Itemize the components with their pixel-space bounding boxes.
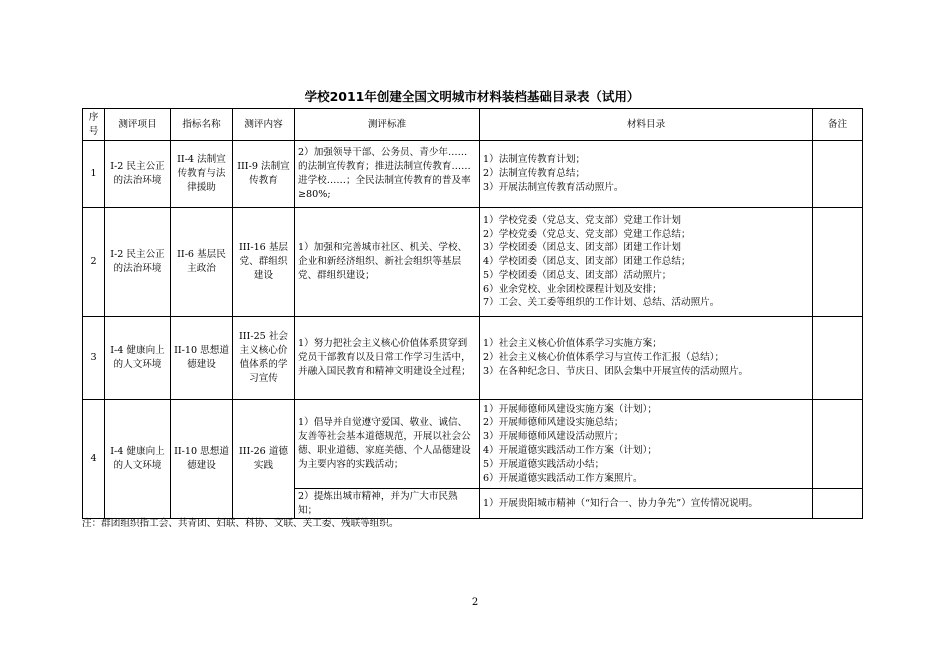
material-line: 1）开展贵阳城市精神（“知行合一、协力争先”）宣传情况说明。 bbox=[483, 497, 758, 509]
row-remarks bbox=[813, 489, 863, 519]
material-line: 2）学校党委（党总支、党支部）党建工作总结； bbox=[483, 228, 691, 240]
materials-catalog-table bbox=[82, 108, 863, 519]
row-seq: 4 bbox=[83, 400, 105, 519]
material-line: 3）在各种纪念日、节庆日、团队会集中开展宣传的活动照片。 bbox=[483, 365, 749, 377]
material-line: 5）学校团委（团总支、团支部）活动照片； bbox=[483, 269, 672, 281]
row-standard: 2）加强领导干部、公务员、青少年……的法制宣传教育；推进法制宣传教育……进学校……；全民法制宣传教育的普及率≥80%; bbox=[295, 141, 480, 208]
page-number: 2 bbox=[471, 597, 479, 608]
row-indicator: II-10 思想道德建设 bbox=[171, 317, 233, 400]
row-materials bbox=[480, 489, 813, 519]
row-item: I-4 健康向上的人文环境 bbox=[105, 400, 171, 519]
row-seq: 3 bbox=[83, 317, 105, 400]
row-remarks bbox=[813, 400, 863, 489]
row-seq: 2 bbox=[83, 208, 105, 317]
row-seq: 1 bbox=[83, 141, 105, 208]
material-line: 2）法制宣传教育总结； bbox=[483, 168, 586, 180]
header-indicator: 指标名称 bbox=[171, 109, 233, 141]
header-standard: 测评标准 bbox=[295, 109, 480, 141]
row-remarks bbox=[813, 317, 863, 400]
material-line: 4）学校团委（团总支、团支部）团建工作总结； bbox=[483, 256, 691, 268]
material-line: 6）开展道德实践活动工作方案照片。 bbox=[483, 472, 643, 484]
material-line: 5）开展道德实践活动小结； bbox=[483, 458, 605, 470]
row-remarks bbox=[813, 141, 863, 208]
row-standard: 1）努力把社会主义核心价值体系贯穿到党员干部教育以及日常工作学习生活中，并融入国民教育和精神文明建设全过程； bbox=[295, 317, 480, 400]
table-row bbox=[83, 141, 863, 208]
row-item: I-2 民主公正的法治环境 bbox=[105, 208, 171, 317]
row-content: III-26 道德实践 bbox=[233, 400, 295, 519]
header-materials: 材料目录 bbox=[480, 109, 813, 141]
row-materials bbox=[480, 400, 813, 489]
material-line: 1）社会主义核心价值体系学习实施方案； bbox=[483, 338, 662, 350]
table-row bbox=[83, 317, 863, 400]
material-line: 7）工会、关工委等组织的工作计划、总结、活动照片。 bbox=[483, 297, 720, 309]
row-materials bbox=[480, 141, 813, 208]
row-standard: 1）倡导并自觉遵守爱国、敬业、诚信、友善等社会基本道德规范，开展以社会公德、职业道德、家庭美德、个人品德建设为主要内容的实践活动； bbox=[295, 400, 480, 489]
row-indicator: II-4 法制宣传教育与法律援助 bbox=[171, 141, 233, 208]
material-line: 3）开展法制宣传教育活动照片。 bbox=[483, 181, 624, 193]
row-remarks bbox=[813, 208, 863, 317]
row-content: III-25 社会主义核心价值体系的学习宣传 bbox=[233, 317, 295, 400]
material-line: 4）开展道德实践活动工作方案（计划）； bbox=[483, 445, 657, 456]
header-seq: 序号 bbox=[83, 109, 105, 141]
material-line: 2）社会主义核心价值体系学习与宣传工作汇报（总结）； bbox=[483, 352, 725, 364]
row-indicator: II-6 基层民主政治 bbox=[171, 208, 233, 317]
material-line: 1）学校党委（党总支、党支部）党建工作计划 bbox=[483, 214, 681, 226]
header-item: 测评项目 bbox=[105, 109, 171, 141]
row-item: I-2 民主公正的法治环境 bbox=[105, 141, 171, 208]
material-line: 1）法制宣传教育计划； bbox=[483, 154, 586, 166]
material-line: 2）开展师德师风建设实施总结； bbox=[483, 417, 624, 429]
header-remarks: 备注 bbox=[813, 109, 863, 141]
footnote: 注：群团组织指工会、共青团、妇联、科协、文联、关工委、残联等组织。 bbox=[82, 518, 399, 529]
row-materials bbox=[480, 317, 813, 400]
row-standard: 1）加强和完善城市社区、机关、学校、企业和新经济组织、新社会组织等基层党、群组织建设； bbox=[295, 208, 480, 317]
material-line: 3）开展师德师风建设活动照片； bbox=[483, 431, 624, 443]
table-row bbox=[83, 400, 863, 489]
material-line: 1）开展师德师风建设实施方案（计划）； bbox=[483, 403, 657, 415]
material-line: 6）业余党校、业余团校课程计划及安排； bbox=[483, 283, 662, 295]
row-materials bbox=[480, 208, 813, 317]
material-line: 3）学校团委（团总支、团支部）团建工作计划 bbox=[483, 242, 681, 254]
row-content: III-16 基层党、群组织建设 bbox=[233, 208, 295, 317]
row-indicator: II-10 思想道德建设 bbox=[171, 400, 233, 519]
table-header-row bbox=[83, 109, 863, 141]
table-row bbox=[83, 208, 863, 317]
document-title: 学校2011年创建全国文明城市材料装档基础目录表（试用） bbox=[304, 89, 640, 104]
row-standard: 2）提炼出城市精神，并为广大市民熟知； bbox=[295, 489, 480, 519]
header-content: 测评内容 bbox=[233, 109, 295, 141]
row-content: III-9 法制宣传教育 bbox=[233, 141, 295, 208]
row-item: I-4 健康向上的人文环境 bbox=[105, 317, 171, 400]
